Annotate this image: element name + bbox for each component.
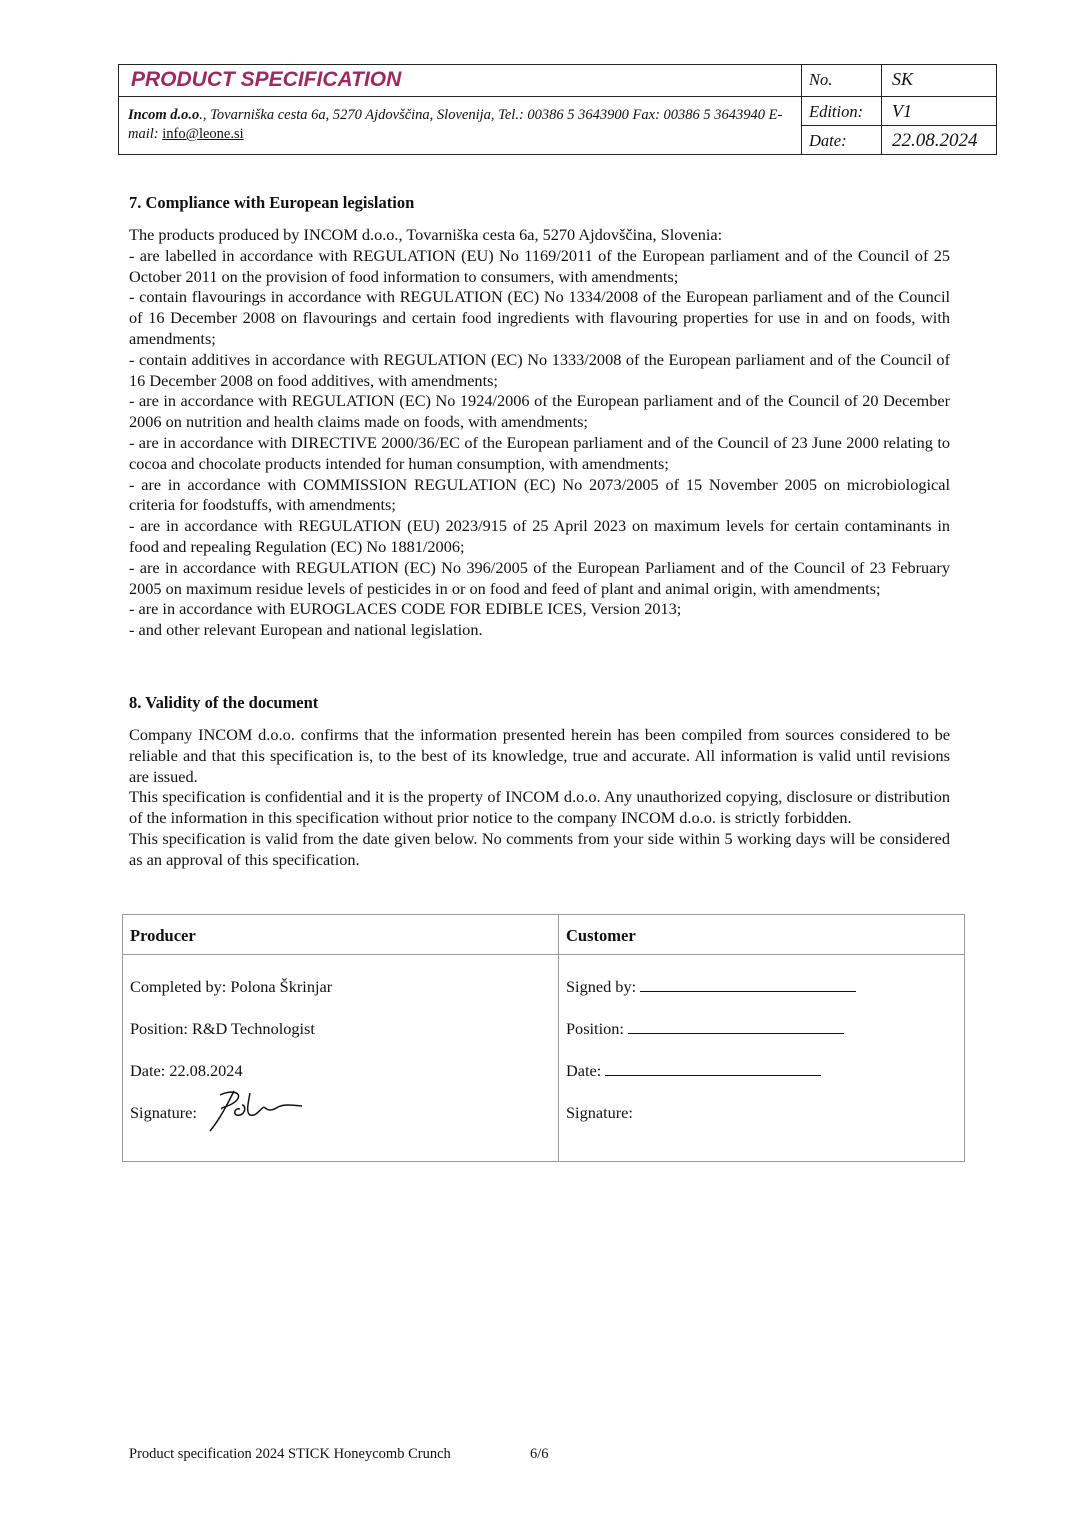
producer-date: Date: 22.08.2024 <box>130 1061 243 1080</box>
legislation-item: - are in accordance with COMMISSION REGULATION (EC) No 2073/2005 of 15 November 2005 on microbiological criteria for foodstuffs, with amendments; <box>129 474 950 515</box>
signed-by-label: Signed by: <box>566 977 637 996</box>
legislation-item: - contain additives in accordance with REGULATION (EC) No 1333/2008 of the European parliament and of the Council of 16 December 2008 on food additives, with amendments; <box>129 349 950 390</box>
completed-by: Completed by: Polona Škrinjar <box>130 977 333 996</box>
edition-value: V1 <box>882 97 996 126</box>
page-number: 6/6 <box>530 1446 549 1462</box>
legislation-item: - are in accordance with REGULATION (EC) No 396/2005 of the European Parliament and of the Council of 23 February 2005 on maximum residue levels of pesticides in or on food and feed of plant and animal origin, with amendments; <box>129 557 950 598</box>
legislation-item: - contain flavourings in accordance with REGULATION (EC) No 1334/2008 of the European parliament and of the Council of 16 December 2008 on flavourings and certain food ingredients with flavouring properties for use in and on foods, with amendments; <box>129 287 950 348</box>
customer-date-row <box>566 1061 964 1103</box>
email-link[interactable]: info@leone.si <box>162 126 244 142</box>
number-label: No. <box>802 65 882 97</box>
date-label: Date: <box>802 126 882 154</box>
legislation-item: - are in accordance with EUROGLACES CODE FOR EDIBLE ICES, Version 2013; <box>129 599 682 619</box>
producer-signature-row <box>130 1103 558 1145</box>
footer-document-name: Product specification 2024 STICK Honeycomb Crunch <box>129 1446 451 1462</box>
legislation-item: - and other relevant European and national legislation. <box>129 620 483 640</box>
document-title: PRODUCT SPECIFICATION <box>119 65 802 97</box>
legislation-item: - are in accordance with REGULATION (EU) 2023/915 of 25 April 2023 on maximum levels for certain contaminants in food and repealing Regulation (EC) No 1881/2006; <box>129 516 950 556</box>
legislation-item: - are labelled in accordance with REGULATION (EU) No 1169/2011 of the European parliament and of the Council of 25 October 2011 on the provision of food information to consumers, with amendments; <box>129 245 950 286</box>
customer-date-label: Date: <box>566 1061 602 1080</box>
legislation-item: - are in accordance with REGULATION (EC) No 1924/2006 of the European parliament and of the Council of 20 December 2006 on nutrition and health claims made on foods, with amendments; <box>129 391 950 432</box>
date-value: 22.08.2024 <box>892 130 978 151</box>
producer-signature-label: Signature: <box>130 1103 197 1122</box>
section-8-title: 8. Validity of the document <box>129 693 319 712</box>
section-7-intro: The products produced by INCOM d.o.o., Tovarniška cesta 6a, 5270 Ajdovščina, Slovenia: <box>129 225 723 244</box>
edition-label: Edition: <box>802 97 882 126</box>
producer-position: Position: R&D Technologist <box>130 1019 315 1038</box>
customer-position-row <box>566 1019 964 1061</box>
section-7-body <box>129 225 950 641</box>
section-8-body <box>129 725 950 871</box>
signed-by-row <box>566 977 964 1019</box>
validity-paragraph: Company INCOM d.o.o. confirms that the information presented herein has been compiled from sources considered to be reliable and that this specification is, to the best of its knowledge, true and accurate. All information is valid until revisions are issued. <box>129 725 950 786</box>
signature-table <box>122 914 965 1162</box>
validity-paragraph: This specification is valid from the date given below. No comments from your side within 5 working days will be considered as an approval of this specification. <box>129 828 950 869</box>
number-value: SK <box>882 65 996 97</box>
producer-cell <box>123 955 559 1161</box>
customer-cell <box>559 955 964 1161</box>
customer-date-field[interactable] <box>605 1061 821 1076</box>
customer-signature-label: Signature: <box>566 1103 633 1122</box>
producer-header: Producer <box>123 915 559 955</box>
customer-position-label: Position: <box>566 1019 624 1038</box>
address-text: ., Tovarniška cesta 6a, 5270 Ajdovščina, Slovenija, Tel.: 00386 5 3643900 Fax: 00386 5 3643940 E-mail: <box>128 107 783 142</box>
handwritten-signature <box>206 1087 306 1133</box>
company-address <box>119 97 802 154</box>
page-footer <box>129 1446 549 1463</box>
customer-signature-row <box>566 1103 964 1145</box>
document-header <box>118 64 997 155</box>
company-name: Incom d.o.o <box>128 107 200 123</box>
legislation-item: - are in accordance with DIRECTIVE 2000/36/EC of the European parliament and of the Council of 23 June 2000 relating to cocoa and chocolate products intended for human consumption, with amendments; <box>129 432 950 473</box>
customer-header: Customer <box>559 915 964 955</box>
section-7-title: 7. Compliance with European legislation <box>129 193 415 212</box>
signed-by-field[interactable] <box>640 977 856 992</box>
validity-paragraph: This specification is confidential and it is the property of INCOM d.o.o. Any unauthorized copying, disclosure or distribution of the information in this specification without prior notice to the company INCOM d.o.o. is strictly forbidden. <box>129 787 950 828</box>
customer-position-field[interactable] <box>628 1019 844 1034</box>
